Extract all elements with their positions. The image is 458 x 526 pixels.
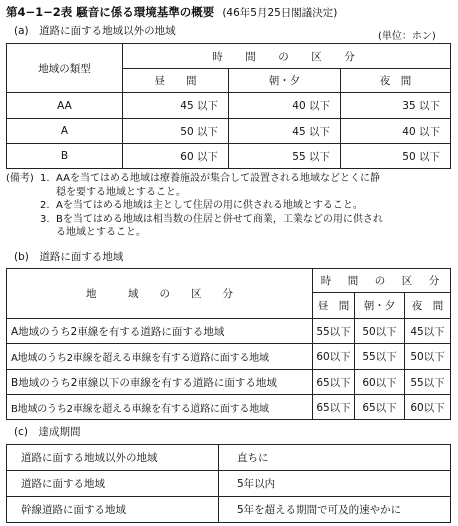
period-cell: 5年を超える期間で可及的速やかに bbox=[219, 497, 451, 523]
area-cell: 幹線道路に面する地域 bbox=[7, 497, 219, 523]
header-morning-evening: 朝・夕 bbox=[355, 293, 405, 319]
morning-evening-value: 55以下 bbox=[355, 344, 405, 370]
section-a-label: (a) 道路に面する地域以外の地域 bbox=[14, 25, 176, 37]
night-value: 35 以下 bbox=[341, 93, 451, 119]
table-row bbox=[7, 319, 451, 344]
area-type-cell: AA bbox=[7, 93, 123, 119]
note-text: Aを当てはめる地域は主として住居の用に供される地域とすること。 bbox=[56, 200, 363, 211]
note-continuation: 穏を要する地域とすること。 bbox=[56, 186, 186, 198]
note-text: Bを当てはめる地域は相当数の住居と併せて商業，工業などの用に供され bbox=[56, 213, 383, 225]
morning-evening-value: 65以下 bbox=[355, 395, 405, 420]
day-value: 55以下 bbox=[313, 319, 355, 344]
note-number: 1. bbox=[40, 173, 50, 184]
table-row bbox=[7, 370, 451, 395]
day-value: 60以下 bbox=[313, 344, 355, 370]
table-title bbox=[6, 4, 337, 20]
morning-evening-value: 55 以下 bbox=[229, 144, 341, 169]
area-cell: A地域のうち2車線を超える車線を有する道路に面する地域 bbox=[7, 344, 313, 370]
table-c bbox=[6, 444, 451, 523]
table-row bbox=[7, 344, 451, 370]
header-day: 昼 間 bbox=[313, 293, 355, 319]
notes bbox=[6, 172, 454, 240]
header-time-division: 時 間 の 区 分 bbox=[123, 44, 451, 69]
table-row bbox=[7, 93, 451, 119]
night-value: 60以下 bbox=[405, 395, 451, 420]
table-row bbox=[7, 471, 451, 497]
night-value: 40 以下 bbox=[341, 119, 451, 144]
section-c-label: (c) 達成期間 bbox=[14, 426, 81, 438]
area-cell: B地域のうち2車線を超える車線を有する道路に面する地域 bbox=[7, 395, 313, 420]
area-cell: B地域のうち2車線以下の車線を有する道路に面する地域 bbox=[7, 370, 313, 395]
area-type-cell: A bbox=[7, 119, 123, 144]
table-row bbox=[7, 119, 451, 144]
table-code: 第4−1−2表 bbox=[6, 5, 73, 19]
area-cell: 道路に面する地域以外の地域 bbox=[7, 445, 219, 471]
table-b bbox=[6, 268, 451, 420]
header-night: 夜 間 bbox=[405, 293, 451, 319]
day-value: 50 以下 bbox=[123, 119, 229, 144]
morning-evening-value: 40 以下 bbox=[229, 93, 341, 119]
table-a bbox=[6, 43, 451, 169]
area-type-cell: B bbox=[7, 144, 123, 169]
table-row bbox=[7, 445, 451, 471]
area-cell: A地域のうち2車線を有する道路に面する地域 bbox=[7, 319, 313, 344]
notes-label: (備考) bbox=[6, 173, 34, 184]
period-cell: 5年以内 bbox=[219, 471, 451, 497]
note-continuation: る地域とすること。 bbox=[56, 227, 146, 238]
note-number: 3. bbox=[40, 213, 50, 225]
table-main-title: 騒音に係る環境基準の概要 bbox=[76, 5, 215, 19]
morning-evening-value: 50以下 bbox=[355, 319, 405, 344]
note-text: AAを当てはめる地域は療養施設が集合して設置される地域などとくに静 bbox=[56, 173, 380, 184]
day-value: 65以下 bbox=[313, 395, 355, 420]
night-value: 45以下 bbox=[405, 319, 451, 344]
header-time-division: 時 間 の 区 分 bbox=[313, 269, 451, 293]
header-day: 昼 間 bbox=[123, 69, 229, 93]
morning-evening-value: 60以下 bbox=[355, 370, 405, 395]
night-value: 50以下 bbox=[405, 344, 451, 370]
morning-evening-value: 45 以下 bbox=[229, 119, 341, 144]
header-night: 夜 間 bbox=[341, 69, 451, 93]
area-cell: 道路に面する地域 bbox=[7, 471, 219, 497]
day-value: 60 以下 bbox=[123, 144, 229, 169]
night-value: 50 以下 bbox=[341, 144, 451, 169]
decision-date: (46年5月25日閣議決定) bbox=[222, 7, 338, 19]
table-row bbox=[7, 497, 451, 523]
note-number: 2. bbox=[40, 200, 50, 211]
section-b-label: (b) 道路に面する地域 bbox=[14, 251, 124, 263]
day-value: 45 以下 bbox=[123, 93, 229, 119]
day-value: 65以下 bbox=[313, 370, 355, 395]
header-area-division: 地 域 の 区 分 bbox=[7, 269, 313, 319]
header-area-type: 地域の類型 bbox=[7, 44, 123, 93]
header-morning-evening: 朝・夕 bbox=[229, 69, 341, 93]
table-row bbox=[7, 395, 451, 420]
period-cell: 直ちに bbox=[219, 445, 451, 471]
unit-label: (単位：ホン) bbox=[378, 31, 436, 42]
night-value: 55以下 bbox=[405, 370, 451, 395]
table-row bbox=[7, 144, 451, 169]
